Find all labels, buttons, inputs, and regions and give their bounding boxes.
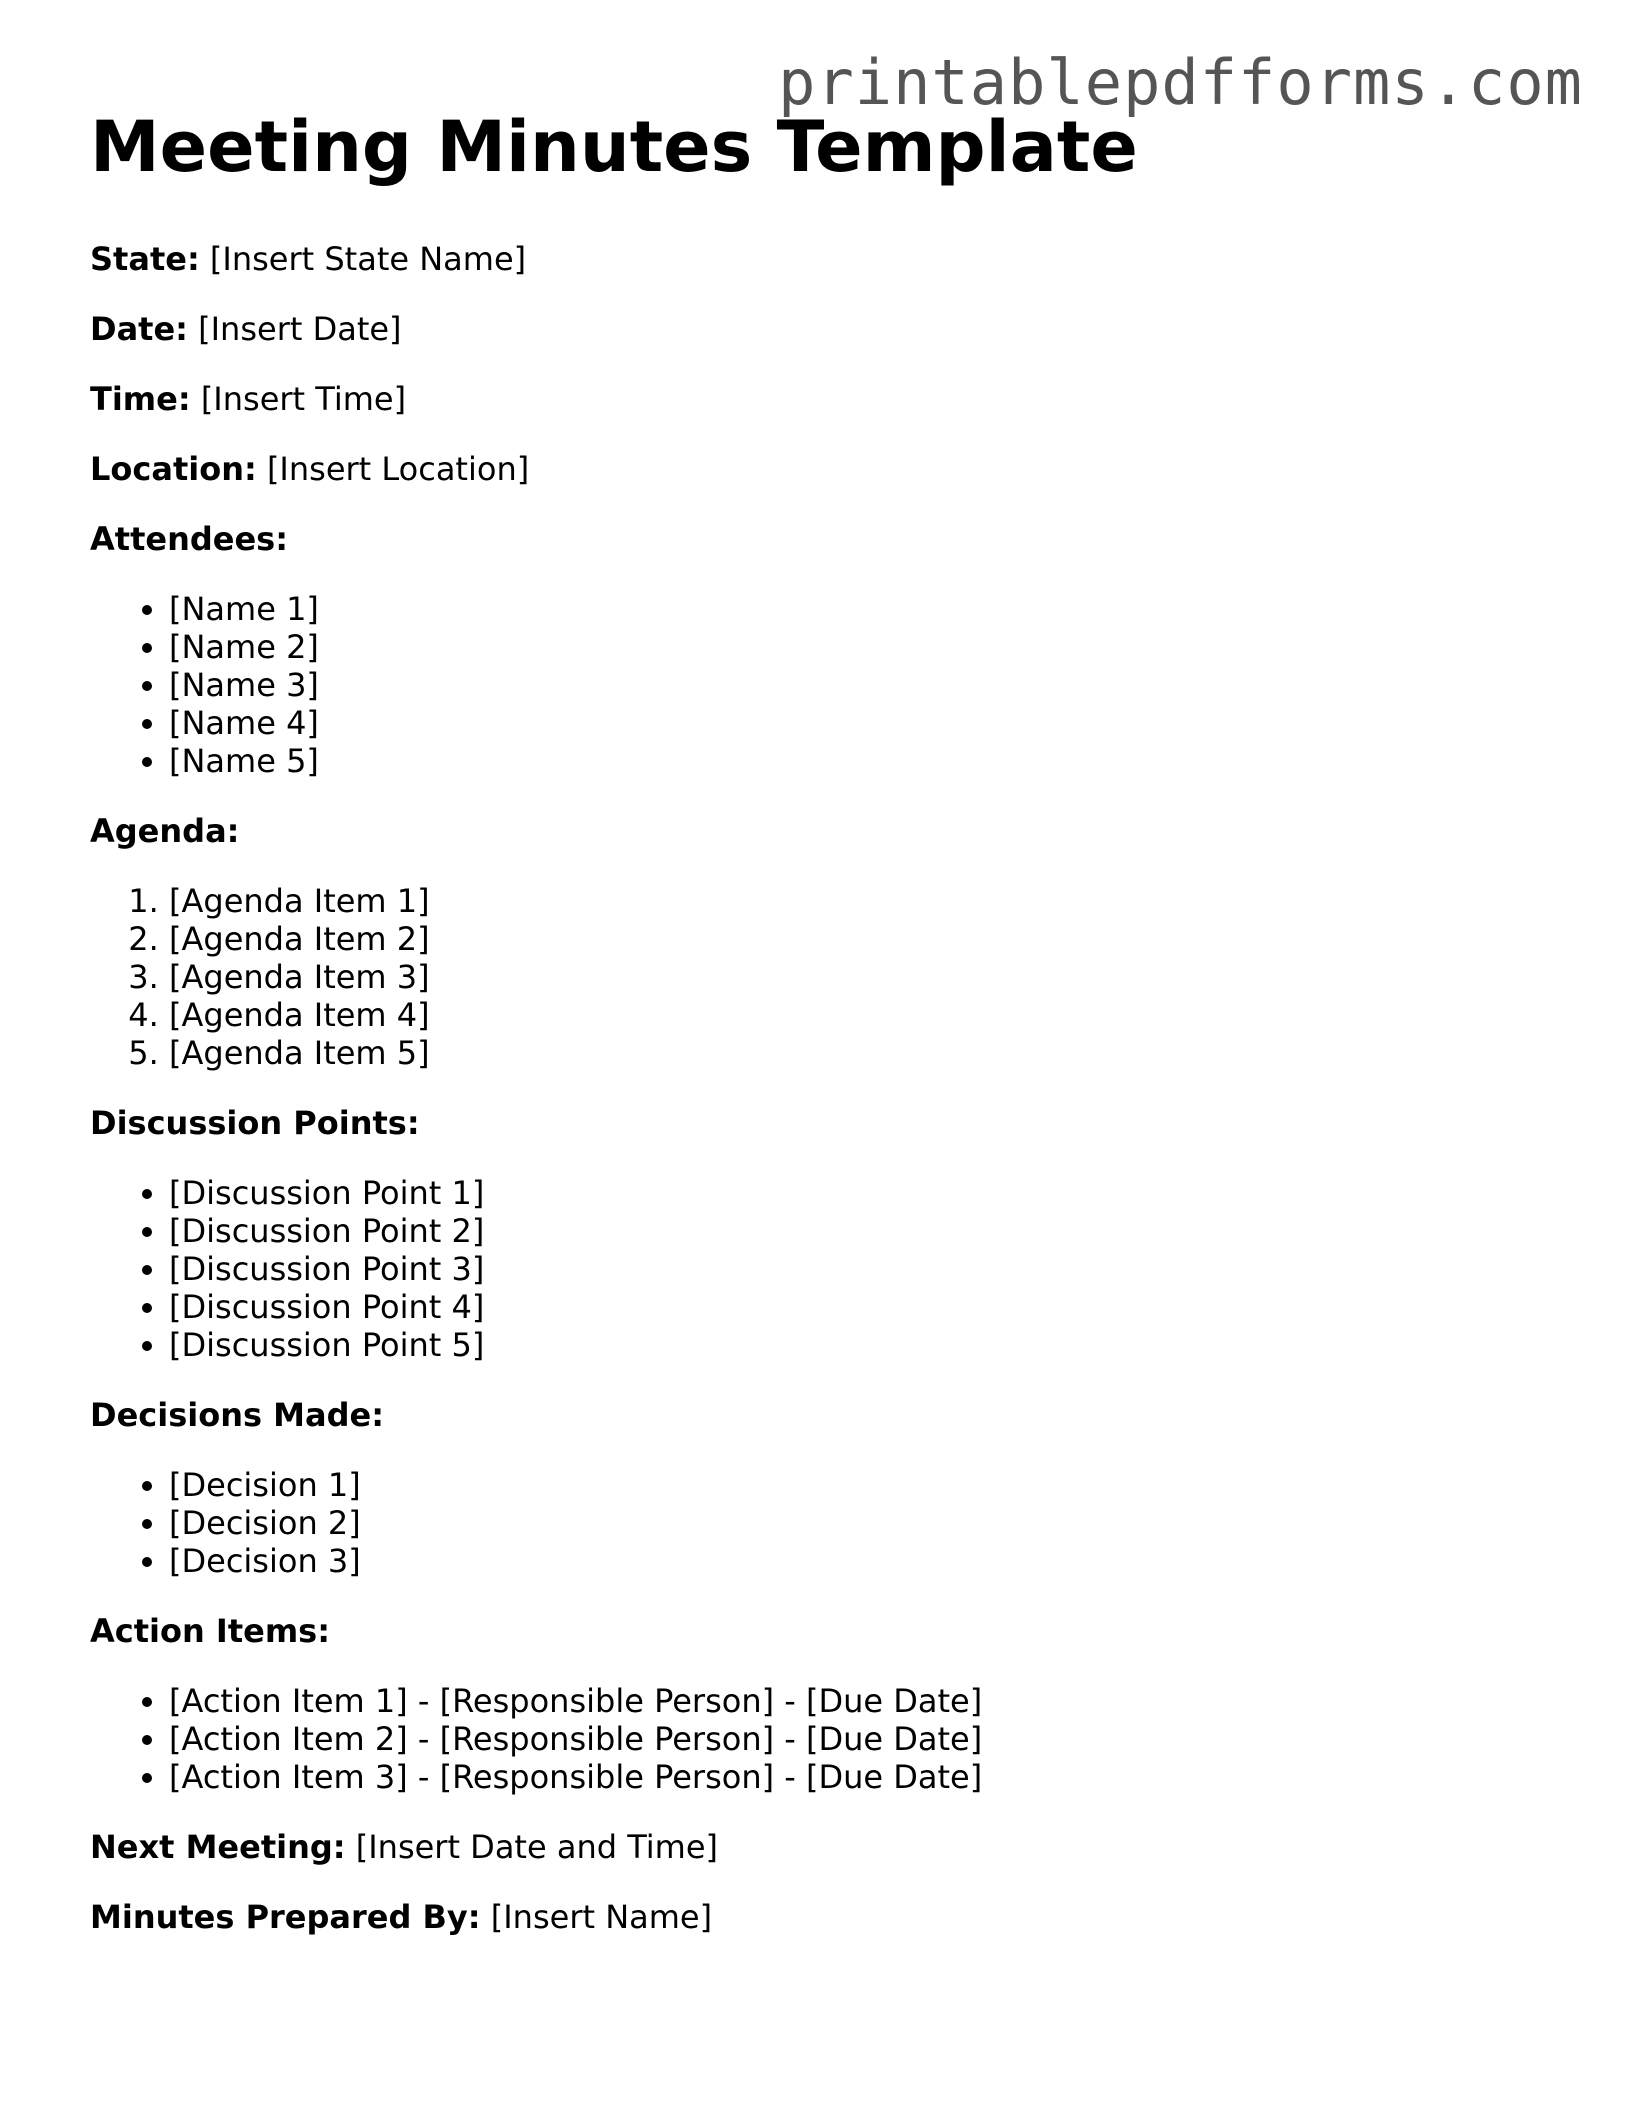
list-item: • [Discussion Point 1]: [169, 1174, 1570, 1212]
time-label: Time:: [90, 380, 191, 418]
prepared-by-label: Minutes Prepared By:: [90, 1898, 481, 1936]
list-item: • [Name 4]: [169, 704, 1570, 742]
decisions-list: [90, 1466, 1570, 1580]
page-title: Meeting Minutes Template: [90, 106, 1138, 188]
list-item: • [Name 2]: [169, 628, 1570, 666]
list-item: • [Action Item 3] - [Responsible Person] - [Due Date]: [169, 1758, 1570, 1796]
location-field: [90, 450, 1570, 488]
list-item: • [Name 5]: [169, 742, 1570, 780]
attendees-heading: Attendees:: [90, 520, 288, 558]
list-item: • [Discussion Point 4]: [169, 1288, 1570, 1326]
list-item: • [Discussion Point 2]: [169, 1212, 1570, 1250]
state-field: [90, 240, 1570, 278]
agenda-list: [90, 882, 1570, 1072]
list-item: • [Action Item 1] - [Responsible Person] - [Due Date]: [169, 1682, 1570, 1720]
list-item: • [Decision 3]: [169, 1542, 1570, 1580]
prepared-by-value: [Insert Name]: [490, 1898, 713, 1936]
next-meeting-field: [90, 1828, 1570, 1866]
list-item: • [Decision 1]: [169, 1466, 1570, 1504]
date-label: Date:: [90, 310, 188, 348]
time-field: [90, 380, 1570, 418]
list-item: • [Action Item 2] - [Responsible Person] - [Due Date]: [169, 1720, 1570, 1758]
location-value: [Insert Location]: [266, 450, 530, 488]
list-item: • [Discussion Point 3]: [169, 1250, 1570, 1288]
action-items-heading: Action Items:: [90, 1612, 330, 1650]
prepared-by-field: [90, 1898, 1570, 1936]
date-field: [90, 310, 1570, 348]
next-meeting-label: Next Meeting:: [90, 1828, 346, 1866]
discussion-list: [90, 1174, 1570, 1364]
watermark: printablepdfforms.com: [778, 46, 1583, 119]
next-meeting-value: [Insert Date and Time]: [355, 1828, 718, 1866]
list-item: 2. [Agenda Item 2]: [169, 920, 1570, 958]
location-label: Location:: [90, 450, 257, 488]
decisions-heading: Decisions Made:: [90, 1396, 385, 1434]
agenda-heading: Agenda:: [90, 812, 240, 850]
list-item: • [Decision 2]: [169, 1504, 1570, 1542]
date-value: [Insert Date]: [198, 310, 402, 348]
list-item: 3. [Agenda Item 3]: [169, 958, 1570, 996]
action-items-list: [90, 1682, 1570, 1796]
list-item: 1. [Agenda Item 1]: [169, 882, 1570, 920]
list-item: • [Name 3]: [169, 666, 1570, 704]
state-label: State:: [90, 240, 200, 278]
time-value: [Insert Time]: [200, 380, 407, 418]
attendees-list: [90, 590, 1570, 780]
discussion-heading: Discussion Points:: [90, 1104, 420, 1142]
list-item: • [Discussion Point 5]: [169, 1326, 1570, 1364]
document-page: [90, 106, 1570, 1968]
list-item: 4. [Agenda Item 4]: [169, 996, 1570, 1034]
state-value: [Insert State Name]: [209, 240, 527, 278]
list-item: 5. [Agenda Item 5]: [169, 1034, 1570, 1072]
list-item: • [Name 1]: [169, 590, 1570, 628]
